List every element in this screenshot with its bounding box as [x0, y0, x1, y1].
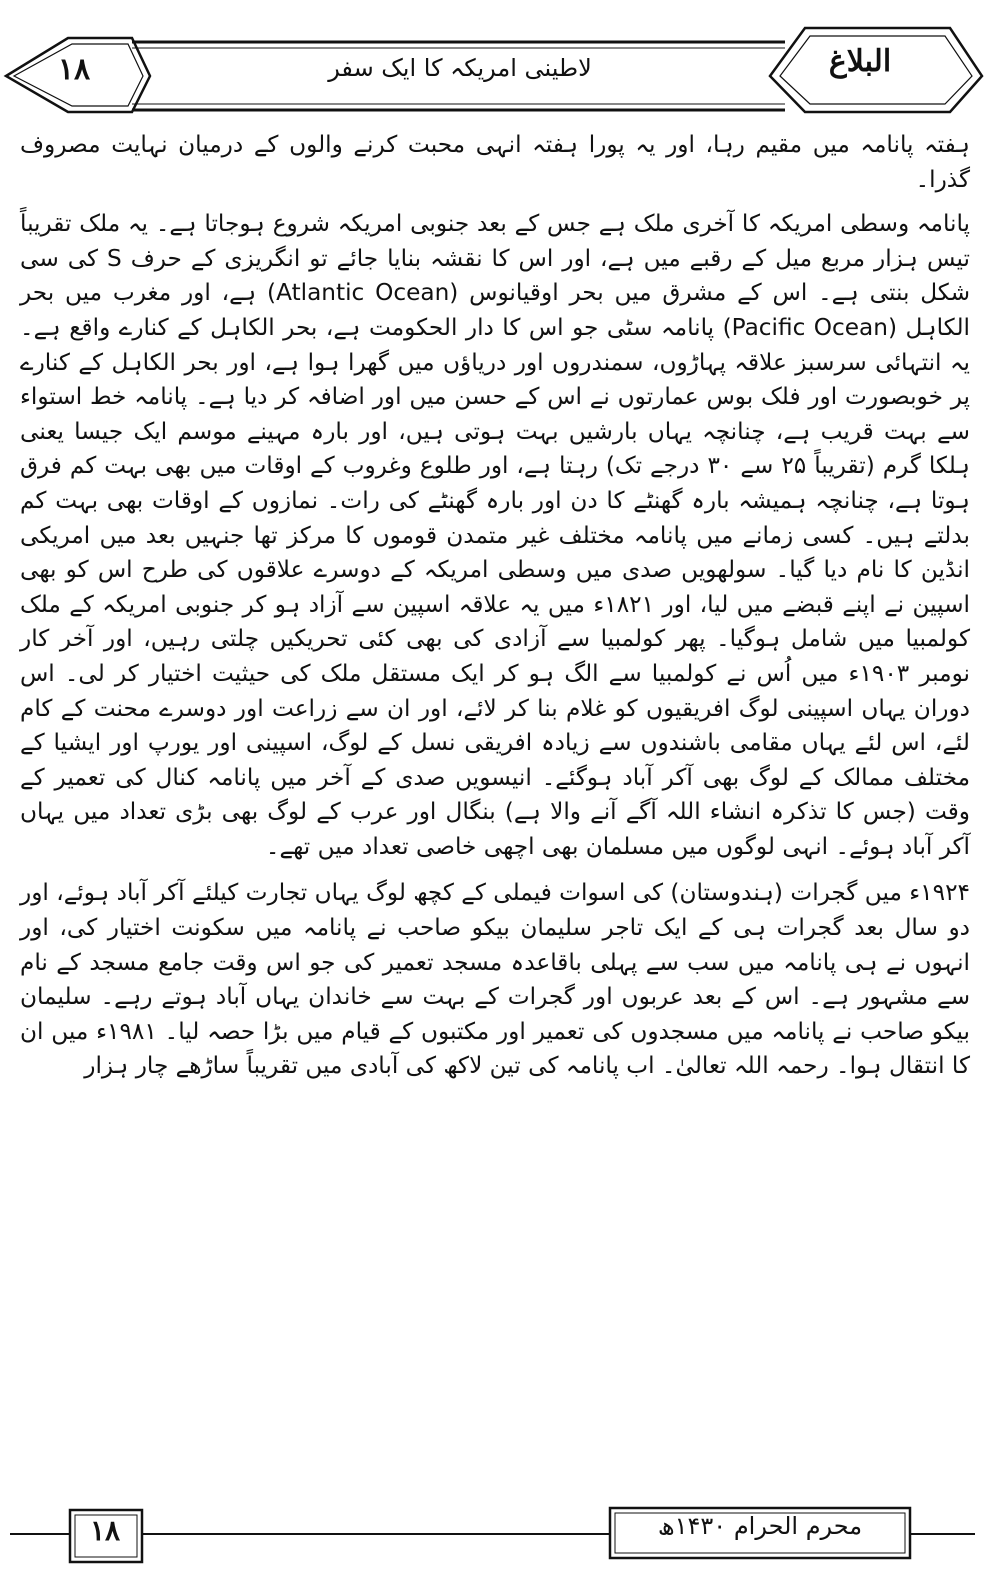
running-title: لاطینی امریکہ کا ایک سفر — [328, 54, 592, 82]
header-page-number: ۱۸ — [57, 52, 91, 87]
paragraph-panama-overview: پانامہ وسطی امریکہ کا آخری ملک ہے جس کے بعد جنوبی امریکہ شروع ہوجاتا ہے۔ یہ ملک تقریباً تیس ہزار مربع میل کے رقبے میں ہے، اور اس کا نقشہ بنایا جائے تو انگریزی کے حرف S کی سی شکل بنتی ہے۔ اس کے مشرق میں بحر اوقیانوس (Atlantic Ocean) ہے، اور مغرب میں بحر الکاہل (Pacific Ocean) پانامہ سٹی جو اس کا دار الحکومت ہے، بحر الکاہل کے کنارے واقع ہے۔ یہ انتہائی سرسبز علاقہ پہاڑوں، سمندروں اور دریاؤں میں گھرا ہوا ہے، اور بحر الکاہل کے کنارے پر خوبصورت اور فلک بوس عمارتوں نے اس کے حسن میں اور اضافہ کر دیا ہے۔ پانامہ خط استواء سے بہت قریب ہے، چنانچہ یہاں بارشیں بہت ہوتی ہیں، اور بارہ مہینے موسم ایک جیسا یعنی ہلکا گرم (تقریباً ۲۵ سے ۳۰ درجے تک) رہتا ہے، اور طلوع وغروب کے اوقات میں بھی بہت کم فرق ہوتا ہے، چنانچہ ہمیشہ بارہ گھنٹے کا دن اور بارہ گھنٹے کی رات۔ نمازوں کے اوقات بھی بہت کم بدلتے ہیں۔ کسی زمانے میں پانامہ مختلف غیر متمدن قوموں کا مرکز تھا جنہیں بعد میں امریکی انڈین کا نام دیا گیا۔ سولھویں صدی میں وسطی امریکہ کے دوسرے علاقوں کی طرح اس کو بھی اسپین نے اپنے قبضے میں لیا، اور ۱۸۲۱ء میں یہ علاقہ اسپین سے آزاد ہو کر جنوبی امریکہ کے ملک کولمبیا میں شامل ہوگیا۔ پھر کولمبیا سے آزادی کی بھی کئی تحریکیں چلتی رہیں، اور آخر کار نومبر ۱۹۰۳ء میں اُس نے کولمبیا سے الگ ہو کر ایک مستقل ملک کی حیثیت اختیار کر لی۔ اس دوران یہاں اسپینی لوگ افریقیوں کو غلام بنا کر لائے، اور ان سے زراعت اور دوسرے محنت کے کام لئے، اس لئے یہاں مقامی باشندوں سے زیادہ افریقی نسل کے لوگ، اسپینی اور یورپ اور ایشیا کے مختلف ممالک کے لوگ بھی آکر آباد ہوگئے۔ انیسویں صدی کے آخر میں پانامہ کنال کی تعمیر کے وقت (جس کا تذکرہ انشاء اللہ آگے آنے والا ہے) بنگال اور عرب کے لوگ بھی بڑی تعداد میں یہاں آکر آباد ہوئے۔ انہی لوگوں میں مسلمان بھی اچھی خاصی تعداد میں تھے۔ — [20, 210, 971, 860]
article-body — [20, 128, 970, 1096]
page-header — [0, 0, 990, 120]
footer-page-number: ۱۸ — [89, 1514, 121, 1547]
paragraph-continuation: ہفتہ پانامہ میں مقیم رہا، اور یہ پورا ہفتہ انہی محبت کرنے والوں کے درمیان نہایت مصروف گذرا۔ — [20, 131, 970, 193]
magazine-logo: البلاغ — [828, 44, 892, 79]
issue-date: محرم الحرام ۱۴۳۰ھ — [657, 1512, 863, 1540]
paragraph-muslim-history: ۱۹۲۴ء میں گجرات (ہندوستان) کی اسوات فیملی کے کچھ لوگ یہاں تجارت کیلئے آکر آباد ہوئے، اور دو سال بعد گجرات ہی کے ایک تاجر سلیمان بیکو صاحب نے پانامہ میں سکونت اختیار کی، اور انہوں نے ہی پانامہ میں سب سے پہلی باقاعدہ مسجد تعمیر کی جو اس وقت جامع مسجد کے نام سے مشہور ہے۔ اس کے بعد عربوں اور گجرات کے بہت سے خاندان یہاں آباد ہوتے رہے۔ سلیمان بیکو صاحب نے پانامہ میں مسجدوں کی تعمیر اور مکتبوں کے قیام میں بڑا حصہ لیا۔ ۱۹۸۱ء میں ان کا انتقال ہوا۔ رحمہ اللہ تعالیٰ۔ اب پانامہ کی تین لاکھ کی آبادی میں تقریباً ساڑھے چار ہزار — [20, 879, 970, 1080]
page-footer — [0, 1490, 990, 1575]
